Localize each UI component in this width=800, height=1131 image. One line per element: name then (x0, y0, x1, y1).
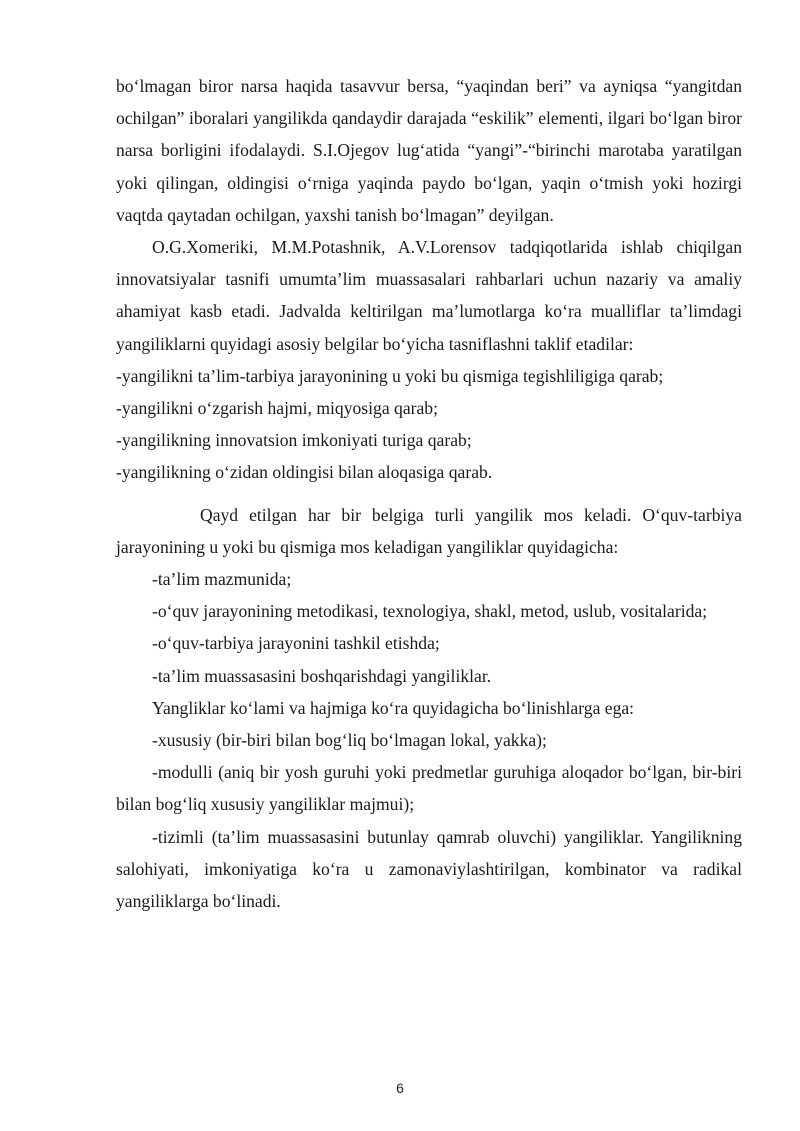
page-number: 6 (396, 1080, 404, 1096)
paragraph-qayd-etilgan: Qayd etilgan har bir belgiga turli yangilik mos keladi. O‘quv-tarbiya jarayonining u yoki bu qismiga mos keladigan yangiliklar quyidagicha: (116, 504, 742, 557)
list-item-scope-1: -xususiy (bir-biri bilan bog‘liq bo‘lmagan lokal, yakka); (152, 730, 547, 751)
list-item-area-1: -ta’lim mazmunida; (152, 569, 292, 590)
list-item-criterion-3: -yangilikning innovatsion imkoniyati turiga qarab; (116, 430, 472, 451)
document-page (116, 70, 742, 917)
list-item-area-2: -o‘quv jarayonining metodikasi, texnologiya, shakl, metod, uslub, vositalarida; (152, 601, 708, 622)
list-item-scope-2: -modulli (aniq bir yosh guruhi yoki predmetlar guruhiga aloqador bo‘lgan, bir-biri bilan bog‘liq xususiy yangiliklar majmui); (116, 762, 742, 815)
paragraph-scope-intro: Yangliklar ko‘lami va hajmiga ko‘ra quyidagicha bo‘linishlarga ega: (152, 697, 635, 718)
paragraph-yangi-definition: bo‘lmagan biror narsa haqida tasavvur bersa, “yaqindan beri” va ayniqsa “yangitdan ochilgan” iboralari yangilikda qandaydir darajada “eskilik” elementi, ilgari bo‘lgan biror narsa borligini ifodalaydi. S.I.Ojegov lug‘atida “yangi”-“birinchi marotaba yaratilgan yoki qilingan, oldingisi o‘rniga yaqinda paydo bo‘lgan, yaqin o‘tmish yoki hozirgi vaqtda qaytadan ochilgan, yaxshi tanish bo‘lmagan” deyilgan. (116, 76, 742, 225)
list-item-area-3: -o‘quv-tarbiya jarayonini tashkil etishda; (152, 633, 440, 654)
paragraph-innovation-classification: O.G.Xomeriki, M.M.Potashnik, A.V.Lorensov tadqiqotlarida ishlab chiqilgan innovatsiyalar tasnifi umumta’lim muassasalari rahbarlari uchun nazariy va amaliy ahamiyat kasb etadi. Jadvalda keltirilgan ma’lumotlarga ko‘ra mualliflar ta’limdagi yangiliklarni quyidagi asosiy belgilar bo‘yicha tasniflashni taklif etadilar: (116, 237, 742, 354)
list-item-area-4: -ta’lim muassasasini boshqarishdagi yangiliklar. (152, 665, 492, 686)
list-item-criterion-4: -yangilikning o‘zidan oldingisi bilan aloqasiga qarab. (116, 462, 493, 483)
list-item-criterion-1: -yangilikni ta’lim-tarbiya jarayonining u yoki bu qismiga tegishliligiga qarab; (116, 365, 664, 386)
list-item-criterion-2: -yangilikni o‘zgarish hajmi, miqyosiga qarab; (116, 398, 438, 419)
list-item-scope-3: -tizimli (ta’lim muassasasini butunlay qamrab oluvchi) yangiliklar. Yangilikning salohiyati, imkoniyatiga ko‘ra u zamonaviylashtirilgan, kombinator va radikal yangiliklarga bo‘linadi. (116, 826, 742, 912)
